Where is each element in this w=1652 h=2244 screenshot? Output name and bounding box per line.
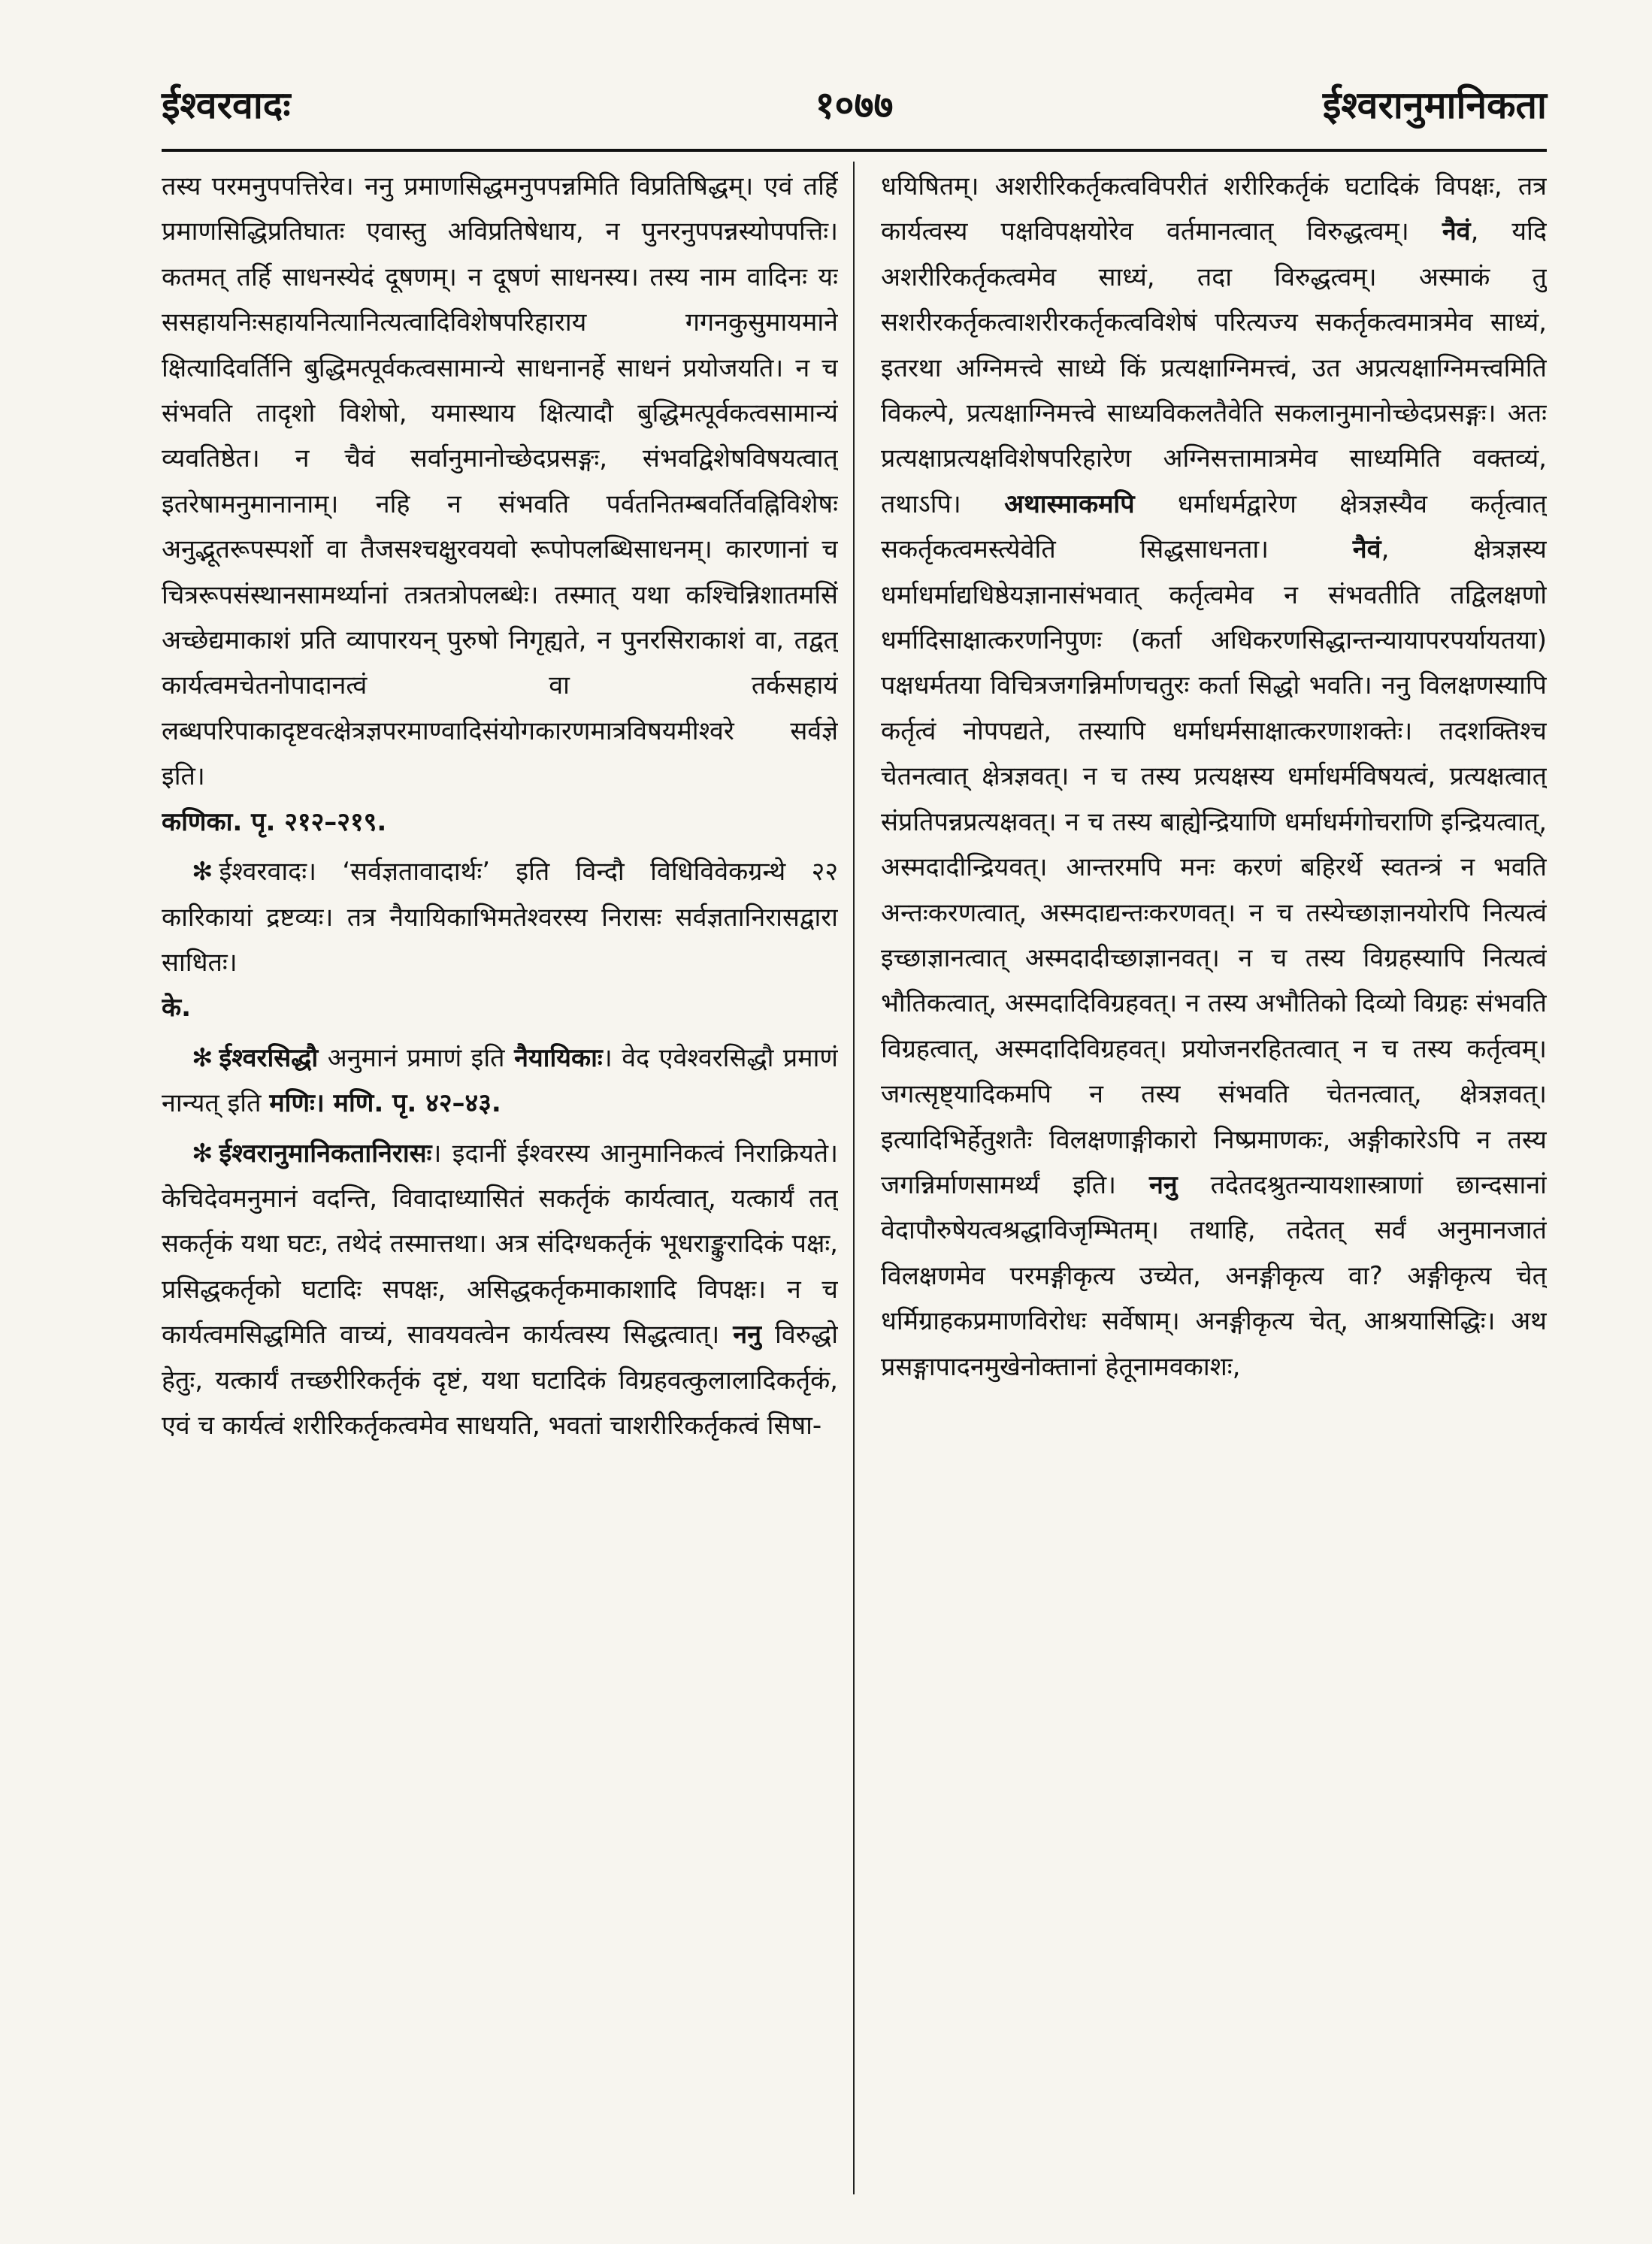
paragraph-text: , क्षेत्रज्ञस्य धर्माधर्माद्यधिष्ठेयज्ञानासंभवात् कर्तृत्वमेव न संभवतीति तद्विलक्षणो धर्मादिसाक्षात्करणनिपुणः (कर्ता अधिकरणसिद्धान्तन्यायापरपर्यायतया) पक्षधर्मतया विचित्रजगन्निर्माणचतुरः कर्ता सिद्धो भवति। ननु विलक्षणस्यापि कर्तृत्वं नोपपद्यते, तस्यापि धर्माधर्मसाक्षात्करणाशक्तेः। तदशक्तिश्च चेतनत्वात् क्षेत्रज्ञवत्। न च तस्य प्रत्यक्षस्य धर्माधर्मविषयत्वं, प्रत्यक्षत्वात् संप्रतिपन्नप्रत्यक्षवत्। न च तस्य बाह्येन्द्रियाणि धर्माधर्मगोचराणि इन्द्रियत्वात्, अस्मदादीन्द्रियवत्। आन्तरमपि मनः करणं बहिरर्थे स्वतन्त्रं न भवति अन्तःकरणत्वात्, अस्मदाद्यन्तःकरणवत्। न च तस्येच्छाज्ञानयोरपि नित्यत्वं इच्छाज्ञानत्वात् अस्मदादीच्छाज्ञानवत्। न च तस्य विग्रहस्यापि नित्यत्वं भौतिकत्वात्, अस्मदादिविग्रहवत्। न तस्य अभौतिको दिव्यो विग्रहः संभवति विग्रहत्वात्, अस्मदादिविग्रहवत्। प्रयोजनरहितत्वात् न च तस्य कर्तृत्वम्। जगत्सृष्ट्यादिकमपि न तस्य संभवति चेतनत्वात्, क्षेत्रज्ञवत्। इत्यादिभिर्हेतुशतैः विलक्षणाङ्गीकारो निष्प्रमाणकः, अङ्गीकारेऽपि न तस्य जगन्निर्माणसामर्थ्यं इति। xyxy=(881,534,1547,1200)
right-column xyxy=(881,164,1547,2193)
entry-headword: ईश्वरवादः। xyxy=(219,857,316,888)
paragraph-text: तदेतदश्रुतन्यायशास्त्राणां छान्दसानां वेदापौरुषेयत्वश्रद्धाविजृम्भितम्। तथाहि, तदेतत् सर्वं अनुमानजातं विलक्षणमेव परमङ्गीकृत्य उच्येत, अनङ्गीकृत्य वा? अङ्गीकृत्य चेत् धर्मिग्राहकप्रमाणविरोधः सर्वेषाम्। अनङ्गीकृत्य चेत्, आश्रयासिद्धिः। अथ प्रसङ्गापादनमुखेनोक्तानां हेतूनामवकाशः, xyxy=(881,1169,1547,1382)
header-rule xyxy=(162,149,1547,152)
paragraph-text: , यदि अशरीरिकर्तृकत्वमेव साध्यं, तदा विरुद्धत्वम्। अस्माकं तु सशरीरकर्तृकत्वाशरीरकर्तृकत्वविशेषं परित्यज्य सकर्तृकत्वमात्रमेव साध्यं, इतरथा अग्निमत्त्वे साध्ये किं प्रत्यक्षाग्निमत्त्वं, उत अप्रत्यक्षाग्निमत्त्वमिति विकल्पे, प्रत्यक्षाग्निमत्त्वे साध्यविकलतैवेति सकलानुमानोच्छेदप्रसङ्गः। अतः प्रत्यक्षाप्रत्यक्षविशेषपरिहारेण अग्निसत्तामात्रमेव साध्यमिति वक्तव्यं, तथाऽपि। xyxy=(881,216,1547,519)
continued-paragraph xyxy=(881,164,1547,1390)
keyword: नैवं xyxy=(1442,216,1471,247)
keyword: ननु xyxy=(733,1320,762,1350)
entry-text: विरुद्धो हेतुः, यत्कार्यं तच्छरीरिकर्तृकं दृष्टं, यथा घटादिकं विग्रहवत्कुलालादिकर्तृकं, एवं च कार्यत्वं शरीरिकर्तृकत्वमेव साधयति, भवतां चाशरीरिकर्तृकत्वं सिषा- xyxy=(162,1320,838,1441)
paragraph-text: धर्माधर्मद्वारेण क्षेत्रज्ञस्यैव कर्तृत्वात् सकर्तृकत्वमस्त्येवेति सिद्धसाधनता। xyxy=(881,488,1547,565)
star-icon: ✻ xyxy=(192,857,213,888)
school-name: मणिः xyxy=(269,1088,315,1119)
entry-text: । इदानीं ईश्वरस्य आनुमानिकत्वं निराक्रियते। केचिदेवमनुमानं वदन्ति, विवादाध्यासितं सकर्तृकं कार्यत्वात्, यत्कार्यं तत् सकर्तृकं यथा घटः, तथेदं तस्मात्तथा। अत्र संदिग्धकर्तृकं भूधराङ्कुरादिकं पक्षः, प्रसिद्धकर्तृको घटादिः सपक्षः, असिद्धकर्तृकमाकाशादि विपक्षः। न च कार्यत्वमसिद्धमिति वाच्यं, सावयवत्वेन कार्यत्वस्य सिद्धत्वात्। xyxy=(162,1138,838,1350)
column-divider xyxy=(853,162,855,2194)
page-number: १०७७ xyxy=(815,83,894,127)
continued-paragraph xyxy=(162,164,838,845)
entry-text: अनुमानं प्रमाणं इति xyxy=(327,1042,505,1073)
entry-headword: ईश्वरसिद्धौ xyxy=(219,1042,319,1073)
page-header xyxy=(162,71,1547,139)
paragraph-text: तस्य परमनुपपत्तिरेव। ननु प्रमाणसिद्धमनुपपन्नमिति विप्रतिषिद्धम्। एवं तर्हि प्रमाणसिद्धिप्रतिघातः एवास्तु अविप्रतिषेधाय, न पुनरनुपपन्नस्योपपत्तिः। कतमत् तर्हि साधनस्येदं दूषणम्। न दूषणं साधनस्य। तस्य नाम वादिनः यः ससहायनिःसहायनित्यानित्यत्वादिविशेषपरिहाराय गगनकुसुमायमाने क्षित्यादिवर्तिनि बुद्धिमत्पूर्वकत्वसामान्ये साधनानर्हे साधनं प्रयोजयति। न च संभवति तादृशो विशेषो, यमास्थाय क्षित्यादौ बुद्धिमत्पूर्वकत्वसामान्यं व्यवतिष्ठेत। न चैवं सर्वानुमानोच्छेदप्रसङ्गः, संभवद्विशेषविषयत्वात् इतरेषामनुमानानाम्। नहि न संभवति पर्वतनितम्बवर्तिवह्निविशेषः अनुद्भूतरूपस्पर्शो वा तैजसश्चक्षुरवयवो रूपोपलब्धिसाधनम्। कारणानां च चित्ररूपसंस्थानसामर्थ्यानां तत्रतत्रोपलब्धेः। तस्मात् यथा कश्चिन्निशातमसिं अच्छेद्यमाकाशं प्रति व्यापारयन् पुरुषो निगृह्यते, न पुनरसिराकाशं वा, तद्वत् कार्यत्वमचेतनोपादानत्वं वा तर्कसहायं लब्धपरिपाकादृष्टवत्क्षेत्रज्ञपरमाण्वादिसंयोगकारणमात्रविषयमीश्वरे सर्वज्ञे इति। xyxy=(162,171,838,792)
entry-ishvaravada xyxy=(162,849,838,1031)
keyword: नैवं xyxy=(1352,534,1381,565)
paragraph-text: धयिषितम्। अशरीरिकर्तृकत्वविपरीतं शरीरिकर्तृकं घटादिकं विपक्षः, तत्र कार्यत्वस्य पक्षविपक्षयोरेव वर्तमानत्वात् विरुद्धत्वम्। xyxy=(881,171,1547,247)
source-reference: । मणि. पृ. ४२–४३. xyxy=(314,1088,501,1119)
header-left-headword: ईश्वरवादः xyxy=(162,83,291,127)
entry-ishvarasiddhi xyxy=(162,1036,838,1127)
entry-text: । वेद एवेश्वरसिद्धौ प्रमाणं नान्यत् इति xyxy=(162,1042,838,1119)
left-column xyxy=(162,164,838,2193)
entry-text: ‘सर्वज्ञतावादार्थः’ इति विन्दौ विधिविवेकग्रन्थे २२ कारिकायां द्रष्टव्यः। तत्र नैयायिकाभिमतेश्वरस्य निरासः सर्वज्ञतानिरासद्वारा साधितः। xyxy=(162,857,838,978)
keyword: अथास्माकमपि xyxy=(1004,488,1135,519)
star-icon: ✻ xyxy=(192,1042,213,1073)
entry-headword: ईश्वरानुमानिकतानिरासः xyxy=(219,1138,432,1169)
header-right-headword: ईश्वरानुमानिकता xyxy=(1322,83,1547,127)
school-name: नैयायिकाः xyxy=(514,1042,603,1073)
keyword: ननु xyxy=(1148,1169,1178,1200)
entry-ishvaranumanikatanirasa xyxy=(162,1131,838,1449)
star-icon: ✻ xyxy=(192,1138,213,1169)
source-reference: कणिका. पृ. २१२–२१९. xyxy=(162,806,387,837)
source-reference: के. xyxy=(162,993,192,1024)
